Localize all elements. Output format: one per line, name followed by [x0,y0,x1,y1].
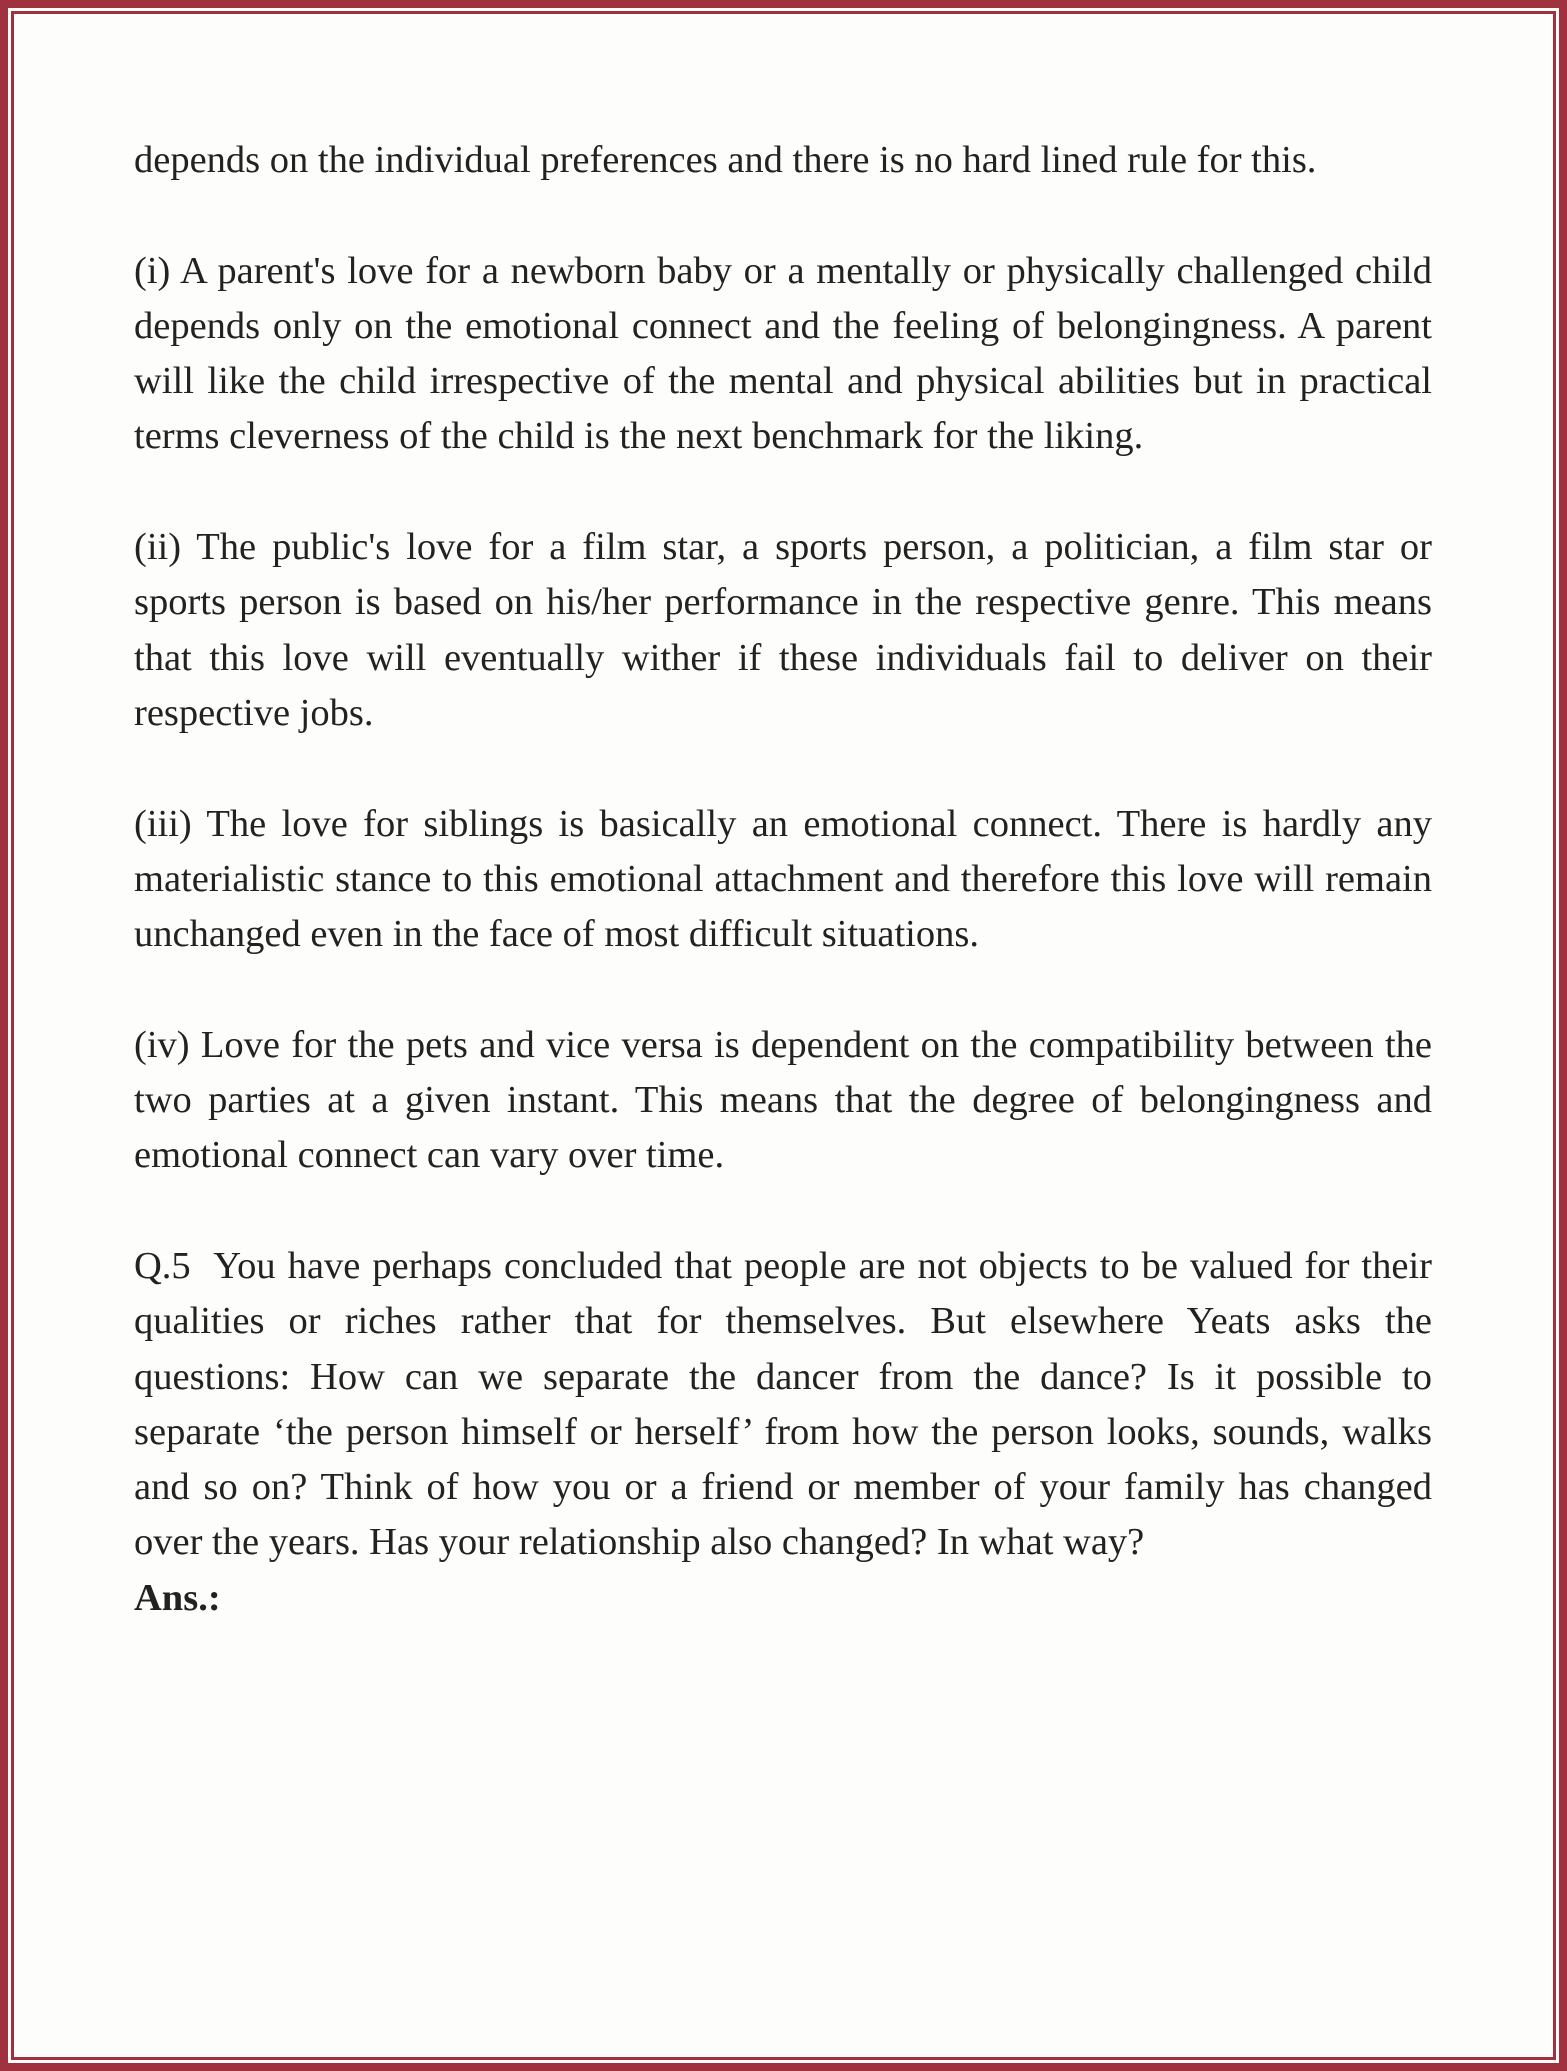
paragraph-iii: (iii) The love for siblings is basically an emotional connect. There is hardly any materialistic stance to this emotional attachment and therefore this love will remain unchanged even in the face of most difficult situations. [134,802,1432,956]
answer-label: Ans.: [134,1576,221,1619]
paragraph-ii: (ii) The public's love for a film star, a sports person, a politician, a film star or sports person is based on his/her performance in the respective genre. This means that this love will eventually wither if these individuals fail to deliver on their respective jobs. [134,526,1432,734]
document-body [134,133,1442,1626]
paragraph-continuation: depends on the individual preferences and there is no hard lined rule for this. [134,139,1317,181]
question-5: Q.5 You have perhaps concluded that people are not objects to be valued for their qualities or riches rather that for themselves. But elsewhere Yeats asks the questions: How can we separate the dancer from the dance? Is it possible to separate ‘the person himself or herself’ from how the person looks, sounds, walks and so on? Think of how you or a friend or member of your family has changed over the years. Has your relationship also changed? In what way? [134,1244,1442,1564]
paragraph-iv: (iv) Love for the pets and vice versa is dependent on the compatibility between the two parties at a given instant. This means that the degree of belongingness and emotional connect can vary over time. [134,1023,1432,1177]
paragraph-i: (i) A parent's love for a newborn baby or a mentally or physically challenged child depends only on the emotional connect and the feeling of belongingness. A parent will like the child irrespective of the mental and physical abilities but in practical terms cleverness of the child is the next benchmark for the liking. [134,249,1432,458]
